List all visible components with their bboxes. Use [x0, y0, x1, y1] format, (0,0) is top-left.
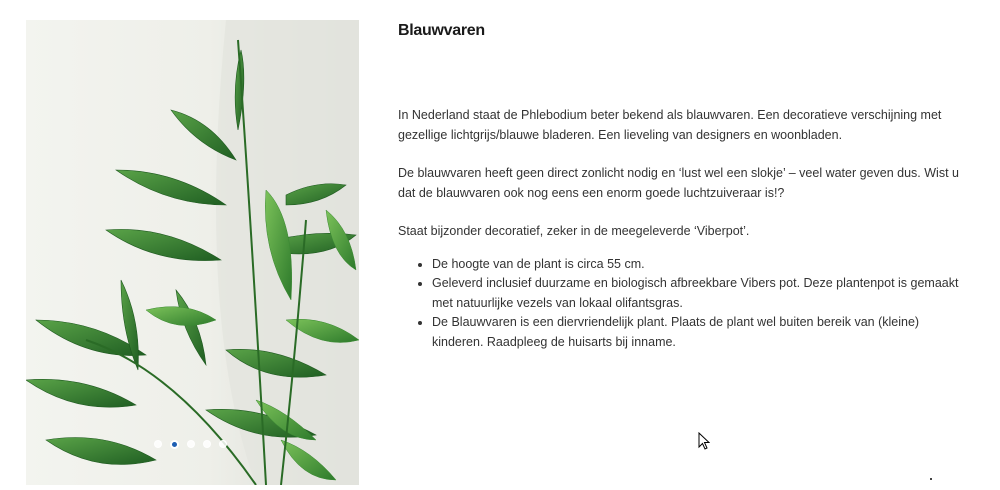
list-item: • Geleverd inclusief duurzame en biologisch afbreekbare Vibers pot. Deze plantenpot is gemaakt met natuurlijke vezels van lokaal olifantsgras.	[432, 274, 968, 313]
mouse-pointer-icon	[698, 432, 710, 450]
product-image-gallery[interactable]	[26, 20, 359, 485]
description-body	[398, 106, 968, 352]
paragraph-decor: Staat bijzonder decoratief, zeker in de meegeleverde ‘Viberpot’.	[398, 224, 750, 238]
paragraph-care: De blauwvaren heeft geen direct zonlicht nodig en ‘lust wel een slokje’ – veel water geven dus. Wist u dat de blauwvaren ook nog eens een enorm goede luchtzuiveraar is!?	[398, 166, 959, 200]
slide-dot-4[interactable]	[203, 440, 211, 448]
slide-dot-3[interactable]	[187, 440, 195, 448]
slide-dot-1[interactable]	[154, 440, 162, 448]
product-description	[398, 22, 968, 352]
slide-dot-2[interactable]	[170, 440, 179, 449]
fern-plant-photo	[26, 20, 359, 485]
paragraph-intro: In Nederland staat de Phlebodium beter bekend als blauwvaren. Een decoratieve verschijning met gezellige lichtgrijs/blauwe bladeren. Een lieveling van designers en woonbladen.	[398, 108, 942, 142]
feature-list	[398, 255, 968, 353]
list-item: • De hoogte van de plant is circa 55 cm.	[432, 255, 968, 275]
list-item: • De Blauwvaren is een diervriendelijk plant. Plaats de plant wel buiten bereik van (kleine) kinderen. Raadpleeg de huisarts bij inname.	[432, 313, 968, 352]
product-title: Blauwvaren	[398, 22, 485, 39]
slide-dot-5[interactable]	[219, 440, 227, 448]
decorative-dot	[930, 478, 932, 480]
slide-indicator	[154, 440, 227, 449]
